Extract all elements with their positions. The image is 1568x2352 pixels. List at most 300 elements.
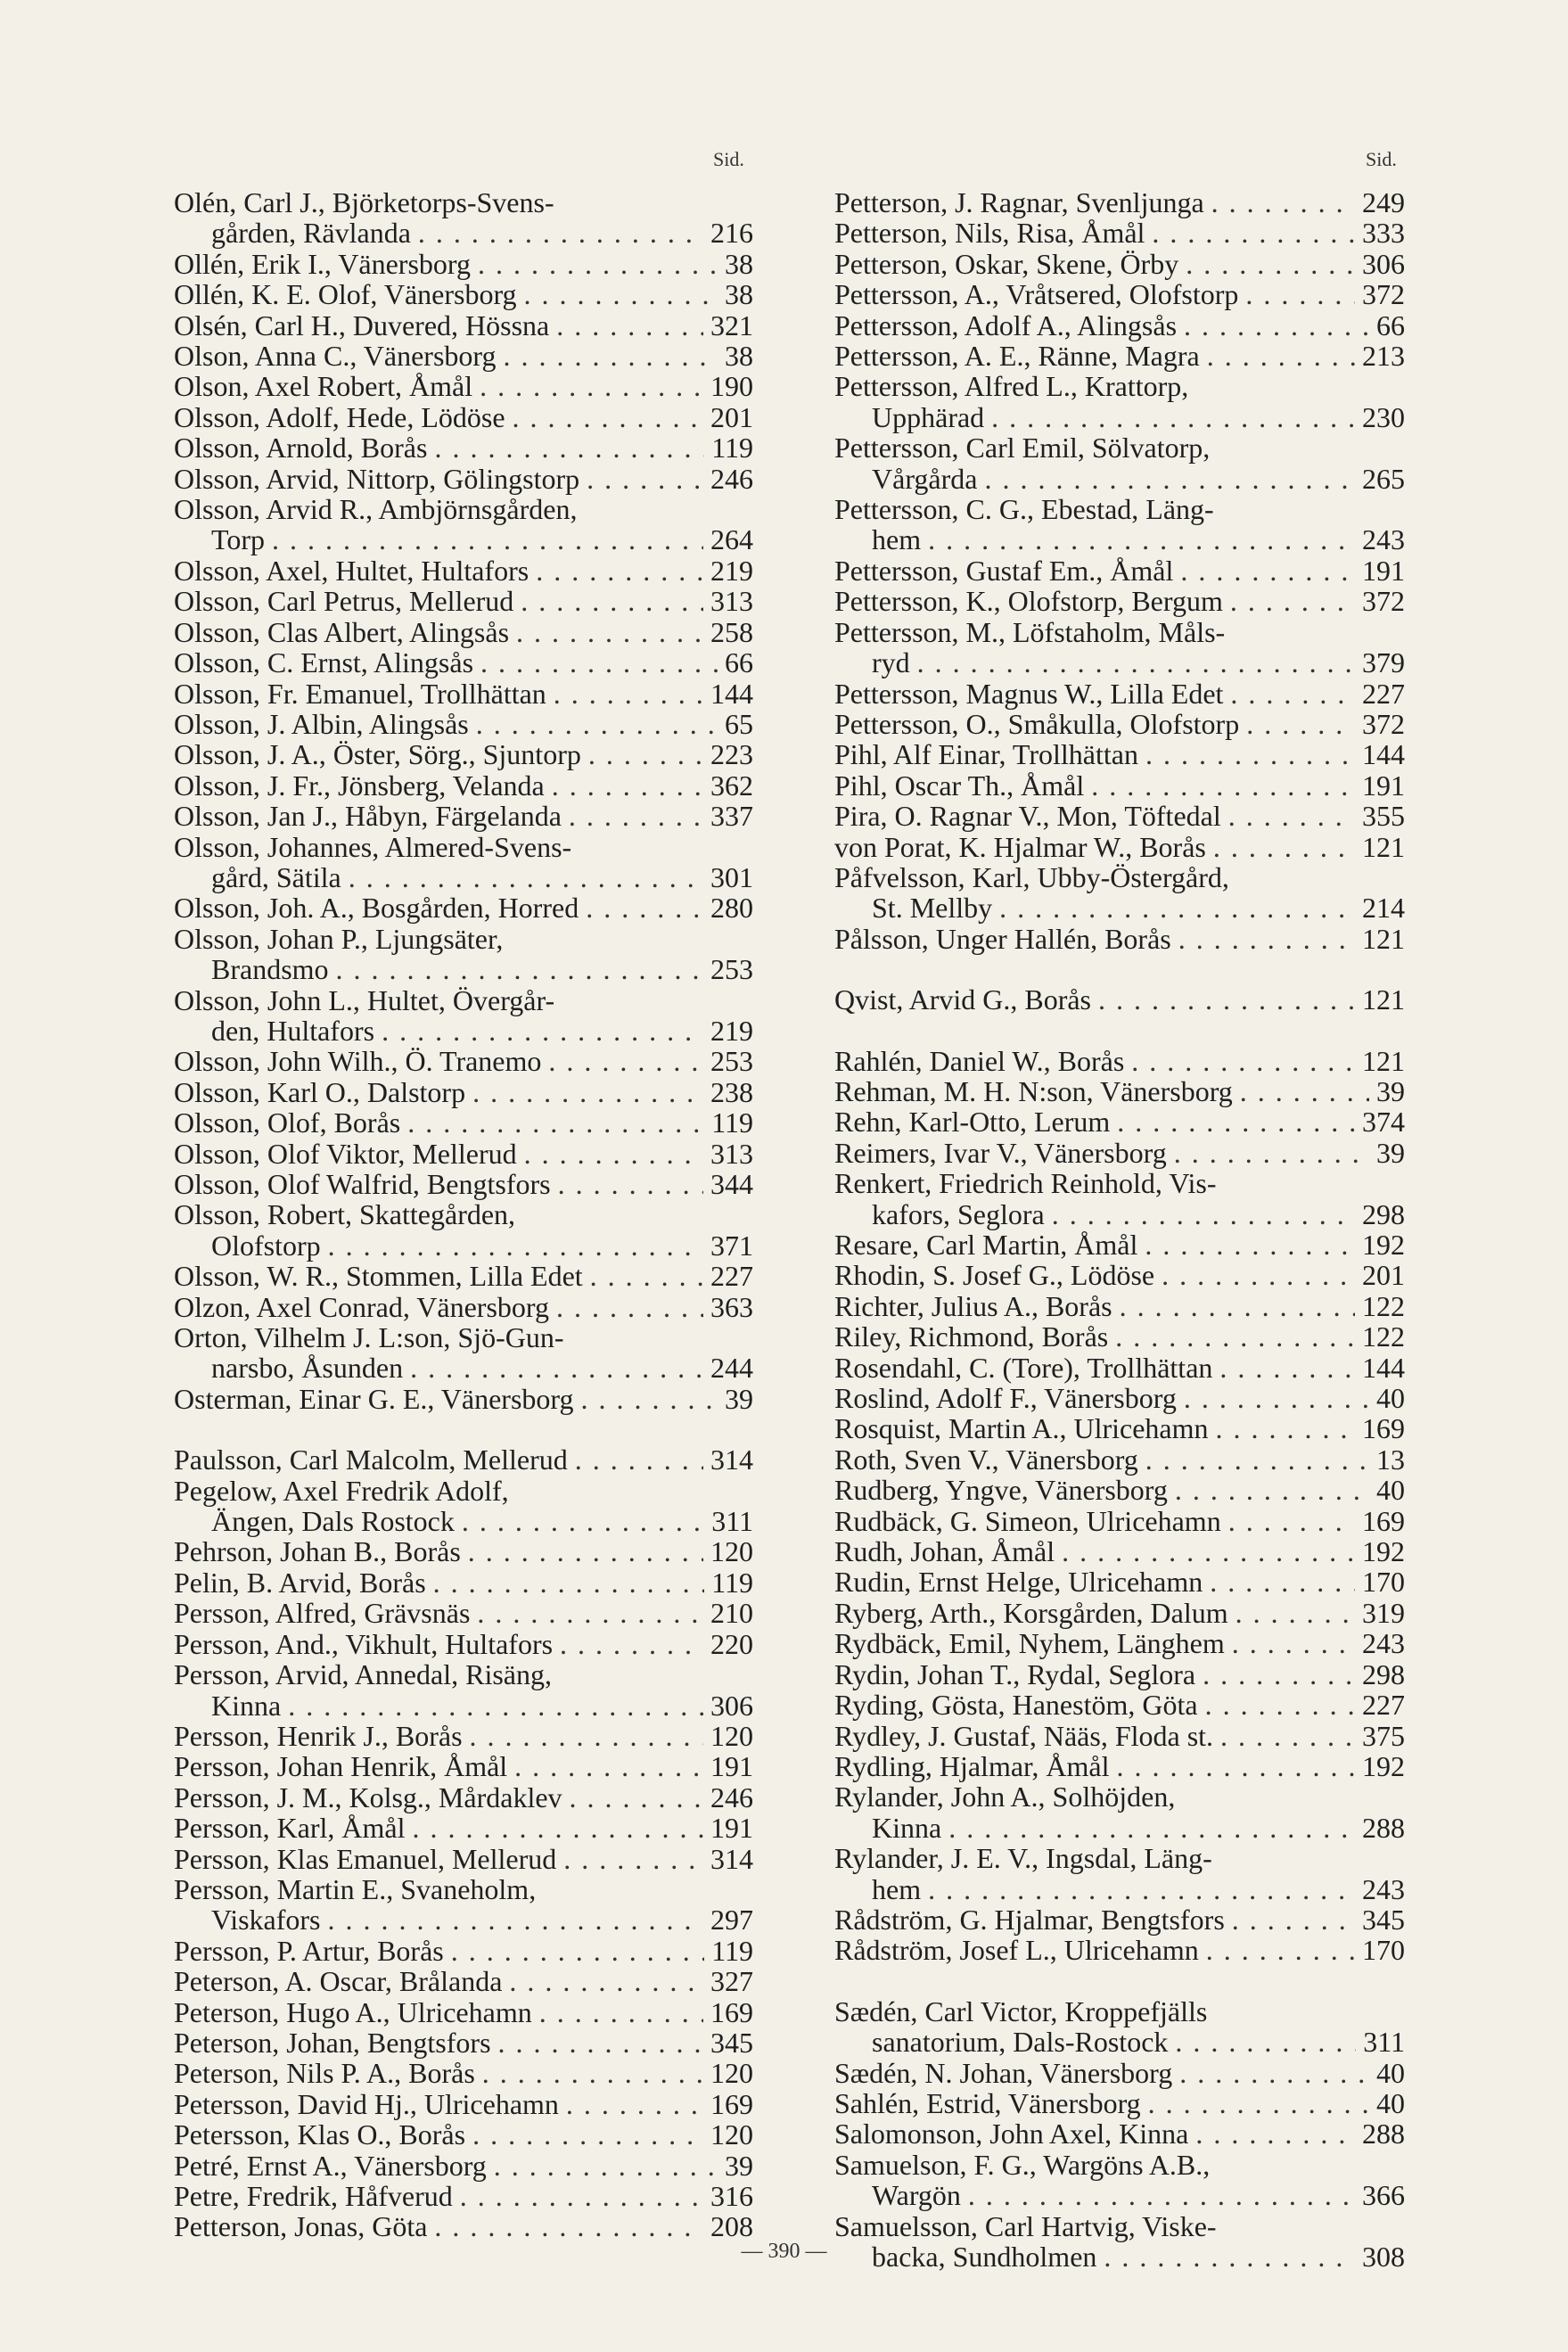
index-entry xyxy=(834,371,1405,432)
leader-dots xyxy=(1148,2088,1369,2118)
entry-text: Petterson, Oskar, Skene, Örby xyxy=(834,247,1179,280)
leader-dots xyxy=(556,310,703,341)
index-entry xyxy=(834,1567,1405,1597)
leader-dots xyxy=(1152,218,1355,248)
entry-text: Olzon, Axel Conrad, Vänersborg xyxy=(174,1290,549,1323)
page-ref: 191 xyxy=(710,1750,753,1783)
index-entry xyxy=(834,1046,1405,1076)
entry-text: Persson, Arvid, Annedal, Risäng, xyxy=(174,1658,552,1691)
leader-dots xyxy=(482,2058,703,2088)
page-ref: 144 xyxy=(710,677,753,710)
entry-text: Olsén, Carl H., Duvered, Hössna xyxy=(174,308,550,341)
entry-text: Pålsson, Unger Hallén, Borås xyxy=(834,922,1171,955)
leader-dots xyxy=(917,647,1355,678)
entry-text: Olsson, Olof Viktor, Mellerud xyxy=(174,1137,517,1170)
page-ref: 308 xyxy=(1362,2241,1405,2273)
index-entry xyxy=(834,1229,1405,1260)
leader-dots xyxy=(1145,1444,1369,1475)
entry-text: Pettersson, Alfred L., Krattorp, xyxy=(834,370,1189,403)
page-ref: 170 xyxy=(1362,1566,1405,1599)
index-entry xyxy=(834,1383,1405,1413)
leader-dots xyxy=(1246,709,1355,739)
page-ref: 38 xyxy=(725,247,753,280)
page-ref: 264 xyxy=(710,523,753,556)
index-entry xyxy=(834,2058,1405,2088)
index-entry xyxy=(174,1292,753,1322)
page-ref: 121 xyxy=(1362,922,1405,955)
entry-text: gården, Rävlanda xyxy=(211,217,411,250)
index-entry xyxy=(174,1751,753,1781)
page-ref: 311 xyxy=(1363,2026,1405,2059)
index-entry xyxy=(834,187,1405,218)
leader-dots xyxy=(1203,1659,1355,1690)
leader-dots xyxy=(928,524,1355,555)
page-ref: 38 xyxy=(725,340,753,373)
index-entry xyxy=(834,617,1405,678)
leader-dots xyxy=(1216,1413,1355,1443)
leader-dots xyxy=(1062,1536,1355,1567)
entry-text: Riley, Richmond, Borås xyxy=(834,1320,1109,1353)
page-ref: 298 xyxy=(1362,1197,1405,1230)
leader-dots xyxy=(1052,1199,1355,1229)
page-ref: 39 xyxy=(1376,1074,1405,1107)
leader-dots xyxy=(382,1016,703,1046)
leader-dots xyxy=(460,2181,703,2211)
entry-text: Rydbäck, Emil, Nyhem, Länghem xyxy=(834,1627,1225,1660)
entry-text: Rydley, J. Gustaf, Nääs, Floda st. xyxy=(834,1719,1214,1752)
index-entry xyxy=(174,2181,753,2211)
page-ref: 169 xyxy=(1362,1504,1405,1537)
leader-dots xyxy=(580,1384,718,1414)
leader-dots xyxy=(1228,1506,1355,1536)
leader-dots xyxy=(413,1813,703,1843)
entry-text: Olsson, Axel, Hultet, Hultafors xyxy=(174,554,530,587)
leader-dots xyxy=(462,1506,704,1536)
entry-text: Osterman, Einar G. E., Vänersborg xyxy=(174,1382,574,1415)
entry-text: Olsson, Robert, Skattegården, xyxy=(174,1198,516,1231)
index-entry xyxy=(174,770,753,801)
entry-text: Pettersson, K., Olofstorp, Bergum xyxy=(834,585,1223,618)
index-entry xyxy=(834,1506,1405,1536)
entry-text: Olsson, J. Albin, Alingsås xyxy=(174,707,469,740)
index-entry xyxy=(834,770,1405,801)
entry-text: Pettersson, M., Löfstaholm, Måls- xyxy=(834,615,1226,648)
index-entry xyxy=(834,1751,1405,1781)
entry-text: Orton, Vilhelm J. L:son, Sjö-Gun- xyxy=(174,1321,564,1354)
entry-text: Olsson, J. A., Öster, Sörg., Sjuntorp xyxy=(174,738,581,771)
page-ref: 227 xyxy=(710,1260,753,1293)
entry-text: Torp xyxy=(211,523,265,556)
entry-text: Sædén, Carl Victor, Kroppefjälls xyxy=(834,1994,1208,2027)
entry-text: Olsson, Arnold, Borås xyxy=(174,432,428,465)
index-entry xyxy=(174,371,753,401)
leader-dots xyxy=(1245,279,1355,309)
leader-dots xyxy=(575,1444,703,1475)
page-ref: 355 xyxy=(1362,800,1405,833)
index-entry xyxy=(174,1782,753,1813)
page-ref: 321 xyxy=(710,308,753,341)
entry-text: Rudh, Johan, Åmål xyxy=(834,1535,1055,1568)
index-entry xyxy=(834,862,1405,924)
entry-text: Pihl, Oscar Th., Åmål xyxy=(834,769,1085,802)
entry-text: backa, Sundholmen xyxy=(872,2241,1097,2273)
section-spacer xyxy=(174,1414,753,1444)
leader-dots xyxy=(991,402,1355,432)
index-entry xyxy=(834,432,1405,494)
page-ref: 40 xyxy=(1376,2056,1405,2089)
page-ref: 219 xyxy=(710,1014,753,1047)
entry-text: Samuelsson, Carl Hartvig, Viske- xyxy=(834,2209,1217,2242)
index-entry xyxy=(834,2088,1405,2118)
entry-text: Olofstorp xyxy=(211,1229,321,1262)
sid-header-right: Sid. xyxy=(1366,148,1397,170)
page-ref: 243 xyxy=(1362,523,1405,556)
entry-text: Petterson, J. Ragnar, Svenljunga xyxy=(834,186,1204,218)
page-ref: 313 xyxy=(710,1137,753,1170)
entry-text: Pettersson, Adolf A., Alingsås xyxy=(834,308,1178,341)
sid-header-left: Sid. xyxy=(713,148,744,170)
index-entry xyxy=(174,555,753,586)
index-entry xyxy=(174,739,753,769)
index-entry xyxy=(834,984,1405,1015)
index-entry xyxy=(174,310,753,341)
page-ref: 220 xyxy=(710,1627,753,1660)
leader-dots xyxy=(554,678,703,709)
page-ref: 65 xyxy=(725,707,753,740)
entry-text: Ängen, Dals Rostock xyxy=(211,1505,455,1538)
index-entry xyxy=(174,2119,753,2150)
page-ref: 306 xyxy=(1362,247,1405,280)
index-entry xyxy=(174,1598,753,1628)
page-ref: 297 xyxy=(710,1904,753,1937)
index-entry xyxy=(174,678,753,709)
leader-dots xyxy=(1184,1383,1369,1413)
entry-text: Olén, Carl J., Björketorps-Svens- xyxy=(174,186,554,218)
leader-dots xyxy=(433,1567,705,1598)
leader-dots xyxy=(968,2180,1355,2210)
entry-text: Roslind, Adolf F., Vänersborg xyxy=(834,1382,1177,1415)
leader-dots xyxy=(928,1874,1355,1904)
leader-dots xyxy=(1228,801,1355,831)
leader-dots xyxy=(570,1782,703,1813)
page-ref: 201 xyxy=(1362,1259,1405,1292)
entry-text: gård, Sätila xyxy=(211,860,341,893)
entry-text: Rudin, Ernst Helge, Ulricehamn xyxy=(834,1566,1203,1599)
entry-text: Ryberg, Arth., Korsgården, Dalum xyxy=(834,1596,1228,1629)
page-ref: 246 xyxy=(710,1780,753,1813)
index-entry xyxy=(834,218,1405,248)
leader-dots xyxy=(472,2119,703,2150)
entry-text: Persson, Johan Henrik, Åmål xyxy=(174,1750,508,1783)
index-entry xyxy=(174,2058,753,2088)
page-ref: 313 xyxy=(710,585,753,618)
entry-text: Olsson, Arvid, Nittorp, Gölingstorp xyxy=(174,462,580,495)
entry-text: Resare, Carl Martin, Åmål xyxy=(834,1229,1138,1261)
index-entry xyxy=(174,1844,753,1874)
entry-text: Pettersson, A. E., Ränne, Magra xyxy=(834,340,1200,373)
leader-dots xyxy=(524,279,718,309)
page-ref: 119 xyxy=(711,432,753,465)
index-entry xyxy=(174,341,753,371)
index-entry xyxy=(174,832,753,893)
page-ref: 243 xyxy=(1362,1872,1405,1905)
page-ref: 375 xyxy=(1362,1719,1405,1752)
index-entry xyxy=(174,249,753,279)
entry-text: hem xyxy=(872,523,922,556)
entry-text: Richter, Julius A., Borås xyxy=(834,1289,1112,1322)
page-ref: 344 xyxy=(710,1168,753,1200)
page-ref: 121 xyxy=(1362,1044,1405,1077)
page-ref: 66 xyxy=(1376,308,1405,341)
index-entry xyxy=(834,1721,1405,1751)
entry-text: Olsson, John L., Hultet, Övergår- xyxy=(174,983,555,1016)
leader-dots xyxy=(1178,924,1355,954)
entry-text: Ollén, K. E. Olof, Vänersborg xyxy=(174,278,517,311)
page-ref: 40 xyxy=(1376,1382,1405,1415)
index-entry xyxy=(174,1659,753,1721)
index-entry xyxy=(174,1936,753,1966)
leader-dots xyxy=(480,647,718,678)
index-entry xyxy=(174,1322,753,1384)
index-entry xyxy=(174,432,753,463)
page-ref: 216 xyxy=(710,217,753,250)
leader-dots xyxy=(552,770,703,801)
index-entry xyxy=(174,279,753,309)
page-ref: 119 xyxy=(711,1934,753,1967)
leader-dots xyxy=(288,1690,703,1721)
index-entry xyxy=(834,1996,1405,2058)
entry-text: Rådström, G. Hjalmar, Bengtsfors xyxy=(834,1903,1225,1936)
entry-text: Pegelow, Axel Fredrik Adolf, xyxy=(174,1474,509,1507)
entry-text: Rudbäck, G. Simeon, Ulricehamn xyxy=(834,1504,1221,1537)
page-ref: 40 xyxy=(1376,2086,1405,2119)
entry-text: Rylander, John A., Solhöjden, xyxy=(834,1780,1176,1813)
entry-text: Salomonson, John Axel, Kinna xyxy=(834,2118,1189,2151)
entry-text: Rosendahl, C. (Tore), Trollhättan xyxy=(834,1351,1213,1384)
entry-text: Roth, Sven V., Vänersborg xyxy=(834,1443,1138,1476)
entry-text: Peterson, A. Oscar, Brålanda xyxy=(174,1965,503,1998)
index-entry xyxy=(174,617,753,647)
page-ref: 333 xyxy=(1362,217,1405,250)
leader-dots xyxy=(1240,1076,1369,1106)
entry-text: Persson, Martin E., Svaneholm, xyxy=(174,1872,537,1905)
page-ref: 170 xyxy=(1362,1934,1405,1967)
page-ref: 40 xyxy=(1376,1474,1405,1507)
leader-dots xyxy=(1186,249,1355,279)
leader-dots xyxy=(587,464,703,494)
page-ref: 230 xyxy=(1362,400,1405,433)
index-entry xyxy=(174,1139,753,1169)
entry-text: Persson, Klas Emanuel, Mellerud xyxy=(174,1842,557,1875)
entry-text: Sahlén, Estrid, Vänersborg xyxy=(834,2086,1141,2119)
page-ref: 371 xyxy=(710,1229,753,1262)
entry-text: Olsson, Arvid R., Ambjörnsgården, xyxy=(174,493,578,526)
entry-text: Olsson, Johannes, Almered-Svens- xyxy=(174,830,572,863)
page-ref: 192 xyxy=(1362,1535,1405,1568)
page-ref: 265 xyxy=(1362,462,1405,495)
index-entry xyxy=(834,1106,1405,1137)
index-entry xyxy=(174,1721,753,1751)
index-entry xyxy=(834,801,1405,831)
index-entry xyxy=(834,1321,1405,1352)
leader-dots xyxy=(472,1077,703,1107)
page-ref: 227 xyxy=(1362,677,1405,710)
leader-dots xyxy=(569,801,703,831)
entry-text: Olsson, Adolf, Hede, Lödöse xyxy=(174,400,505,433)
index-entry xyxy=(174,1476,753,1537)
leader-dots xyxy=(407,1107,704,1138)
entry-text: Persson, Alfred, Grävsnäs xyxy=(174,1597,471,1630)
page-ref: 191 xyxy=(1362,769,1405,802)
page-ref: 121 xyxy=(1362,983,1405,1016)
entry-text: St. Mellby xyxy=(872,892,993,925)
index-entry xyxy=(174,1046,753,1076)
index-entry xyxy=(834,2118,1405,2149)
entry-text: Pettersson, A., Vråtsered, Olofstorp xyxy=(834,278,1239,311)
leader-dots xyxy=(588,739,703,769)
entry-text: Rosquist, Martin A., Ulricehamn xyxy=(834,1412,1209,1445)
leader-dots xyxy=(1232,1628,1355,1658)
leader-dots xyxy=(984,464,1355,494)
page-ref: 337 xyxy=(710,800,753,833)
entry-text: Peterson, Johan, Bengtsfors xyxy=(174,2026,491,2059)
page-ref: 311 xyxy=(711,1505,753,1538)
page-ref: 319 xyxy=(1362,1596,1405,1629)
index-entry xyxy=(834,1413,1405,1443)
entry-text: Petré, Ernst A., Vänersborg xyxy=(174,2149,487,2182)
leader-dots xyxy=(1175,2027,1356,2057)
index-entry xyxy=(174,647,753,678)
page-ref: 258 xyxy=(710,615,753,648)
entry-text: Kinna xyxy=(872,1811,942,1844)
page-ref: 379 xyxy=(1362,646,1405,679)
entry-text: Persson, Henrik J., Borås xyxy=(174,1719,463,1752)
leader-dots xyxy=(1162,1260,1355,1290)
page-ref: 13 xyxy=(1376,1443,1405,1476)
index-entry xyxy=(834,924,1405,954)
leader-dots xyxy=(1195,2118,1355,2149)
page-ref: 39 xyxy=(725,2149,753,2182)
page-ref: 327 xyxy=(710,1965,753,1998)
index-entry xyxy=(834,1781,1405,1843)
index-entry xyxy=(834,1291,1405,1321)
leader-dots xyxy=(1145,1229,1355,1260)
leader-dots xyxy=(1206,1935,1355,1965)
page-ref: 169 xyxy=(710,2087,753,2120)
leader-dots xyxy=(336,954,703,984)
entry-text: Petterson, Jonas, Göta xyxy=(174,2210,428,2243)
page-ref: 208 xyxy=(710,2210,753,2243)
page-ref: 314 xyxy=(710,1842,753,1875)
page-ref: 219 xyxy=(710,554,753,587)
entry-text: Viskafors xyxy=(211,1904,321,1937)
page-ref: 210 xyxy=(710,1597,753,1630)
index-entry xyxy=(174,1384,753,1414)
leader-dots xyxy=(539,1997,703,2027)
page-ref: 213 xyxy=(1362,340,1405,373)
page-ref: 120 xyxy=(710,1535,753,1568)
leader-dots xyxy=(1131,1046,1355,1076)
page-ref: 246 xyxy=(710,462,753,495)
entry-text: Rahlén, Daniel W., Borås xyxy=(834,1044,1125,1077)
index-entry xyxy=(834,1353,1405,1383)
index-entry xyxy=(834,1444,1405,1475)
page-ref: 223 xyxy=(710,738,753,771)
page-ref: 144 xyxy=(1362,1351,1405,1384)
index-entry xyxy=(834,832,1405,862)
page-ref: 244 xyxy=(710,1352,753,1385)
leader-dots xyxy=(521,586,703,616)
leader-dots xyxy=(434,432,704,463)
page-ref: 120 xyxy=(710,2057,753,2090)
leader-dots xyxy=(1207,341,1355,371)
page-ref: 191 xyxy=(710,1812,753,1845)
entry-text: Rydling, Hjalmar, Åmål xyxy=(834,1749,1110,1782)
leader-dots xyxy=(1180,555,1355,586)
entry-text: sanatorium, Dals-Rostock xyxy=(872,2026,1169,2059)
entry-text: Olsson, Fr. Emanuel, Trollhättan xyxy=(174,677,546,710)
section-spacer xyxy=(834,1966,1405,1996)
entry-text: Pettersson, Magnus W., Lilla Edet xyxy=(834,677,1224,710)
index-entry xyxy=(174,1107,753,1138)
index-entry xyxy=(174,2027,753,2058)
index-entry xyxy=(834,310,1405,341)
leader-dots xyxy=(480,371,703,401)
index-entry xyxy=(834,586,1405,616)
page-ref: 280 xyxy=(710,892,753,925)
entry-text: Olsson, Olof Walfrid, Bengtsfors xyxy=(174,1168,551,1200)
page-ref: 298 xyxy=(1362,1657,1405,1690)
page-ref: 345 xyxy=(710,2026,753,2059)
entry-text: Olsson, W. R., Stommen, Lilla Edet xyxy=(174,1260,583,1293)
index-entry xyxy=(174,924,753,985)
index-entry xyxy=(834,709,1405,739)
leader-dots xyxy=(548,1046,703,1076)
section-spacer xyxy=(834,1016,1405,1046)
entry-text: Paulsson, Carl Malcolm, Mellerud xyxy=(174,1443,568,1476)
entry-text: Rylander, J. E. V., Ingsdal, Läng- xyxy=(834,1842,1212,1875)
leader-dots xyxy=(1184,310,1369,341)
entry-text: Olsson, C. Ernst, Alingsås xyxy=(174,646,474,679)
page-ref: 39 xyxy=(725,1382,753,1415)
index-entry xyxy=(834,1536,1405,1567)
leader-dots xyxy=(410,1353,703,1383)
index-entry xyxy=(834,1138,1405,1168)
leader-dots xyxy=(1213,832,1355,862)
leader-dots xyxy=(516,617,703,647)
entry-text: Rudberg, Yngve, Vänersborg xyxy=(834,1474,1168,1507)
index-entry xyxy=(174,1169,753,1199)
index-entry xyxy=(174,1966,753,1996)
entry-text: Kinna xyxy=(211,1689,282,1722)
leader-dots xyxy=(468,1536,703,1567)
leader-dots xyxy=(1117,1751,1356,1781)
index-entry xyxy=(174,2151,753,2181)
page-ref: 192 xyxy=(1362,1229,1405,1261)
index-entry xyxy=(834,739,1405,769)
entry-text: Olsson, John Wilh., Ö. Tranemo xyxy=(174,1045,542,1078)
entry-text: Petersson, David Hj., Ulricehamn xyxy=(174,2087,559,2120)
leader-dots xyxy=(1179,2058,1369,2088)
entry-text: Sædén, N. Johan, Vänersborg xyxy=(834,2056,1173,2089)
leader-dots xyxy=(272,524,703,555)
entry-text: narsbo, Åsunden xyxy=(211,1352,404,1385)
page-ref: 190 xyxy=(710,370,753,403)
leader-dots xyxy=(478,249,718,279)
entry-text: Qvist, Arvid G., Borås xyxy=(834,983,1091,1016)
index-entry xyxy=(174,1997,753,2027)
index-entry xyxy=(174,1567,753,1598)
